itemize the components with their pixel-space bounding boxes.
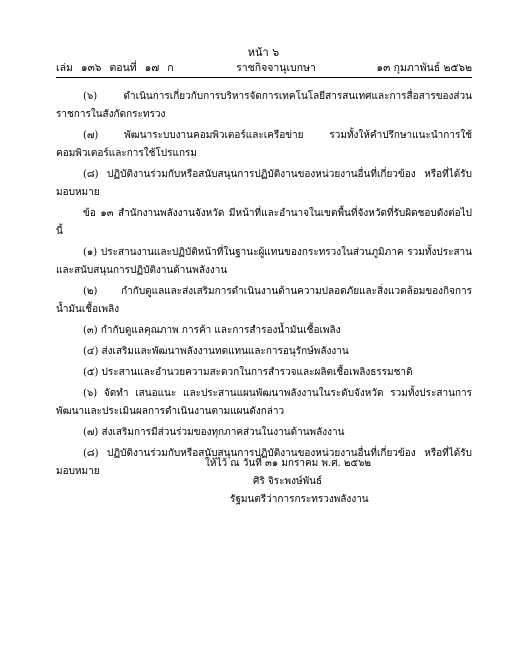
paragraph: (๘) ปฏิบัติงานร่วมกับหรือสนับสนุนการปฏิบัติงานของหน่วยงานอื่นที่เกี่ยวข้อง หรือที่ได้รับมอบหมาย (56, 169, 472, 198)
paragraph: (๕) ประสานและอำนวยความสะดวกในการสำรวจและผลิตเชื้อเพลิงธรรมชาติ (83, 367, 413, 378)
volume-label: เล่ม (56, 62, 73, 74)
paragraph: (๔) ส่งเสริมและพัฒนาพลังงานทดแทนและการอนุรักษ์พลังงาน (83, 346, 349, 357)
paragraph: (๑) ประสานงานและปฏิบัติหน้าที่ในฐานะผู้แทนของกระทรวงในส่วนภูมิภาค รวมทั้งประสานและสนับสนุนการปฏิบัติงานด้านพลังงาน (56, 247, 472, 276)
signature-block (200, 455, 472, 509)
issue-number: ๑๗ (144, 62, 160, 74)
paragraph: (๖) ดำเนินการเกี่ยวกับการบริหารจัดการเทคโนโลยีสารสนเทศและการสื่อสารของส่วนราชการในสังกัดกระทรวง (56, 91, 472, 120)
header-rule (56, 77, 472, 78)
volume-issue (56, 59, 182, 76)
document-body (56, 88, 472, 484)
paragraph: (๖) จัดทำ เสนอแนะ และประสานแผนพัฒนาพลังงานในระดับจังหวัด รวมทั้งประสานการพัฒนาและประเมินผลการดำเนินงานตามแผนดังกล่าว (56, 388, 472, 417)
publication-date: ๑๓ กุมภาพันธ์ ๒๕๖๒ (376, 62, 472, 74)
paragraph: (๒) กำกับดูแลและส่งเสริมการดำเนินงานด้านความปลอดภัยและสิ่งแวดล้อมของกิจการน้ำมันเชื้อเพลิง (56, 286, 472, 315)
clause-heading: ข้อ ๑๓ สำนักงานพลังงานจังหวัด มีหน้าที่และอำนาจในเขตพื้นที่จังหวัดที่รับผิดชอบดังต่อไปนี้ (56, 208, 472, 237)
section-letter: ก (167, 62, 174, 74)
signatory-name: ศิริ จิระพงษ์พันธ์ (253, 476, 323, 487)
paragraph: (๗) ส่งเสริมการมีส่วนร่วมของทุกภาคส่วนในงานด้านพลังงาน (83, 427, 345, 438)
signing-date: ให้ไว้ ณ วันที่ ๓๑ มกราคม พ.ศ. ๒๕๖๒ (205, 458, 372, 469)
issue-label: ตอนที่ (109, 62, 137, 74)
page-number: หน้า ๖ (247, 46, 280, 59)
paragraph: (๗) พัฒนาระบบงานคอมพิวเตอร์และเครือข่าย รวมทั้งให้คำปรึกษาแนะนำการใช้คอมพิวเตอร์และการใช้โปรแกรม (56, 130, 472, 159)
signatory-position: รัฐมนตรีว่าการกระทรวงพลังงาน (230, 494, 369, 505)
paragraph: (๘) ปฏิบัติงานร่วมกับหรือสนับสนุนการปฏิบัติงานของหน่วยงานอื่นที่เกี่ยวข้อง หรือที่ได้รับมอบหมาย (56, 448, 472, 477)
gazette-name: ราชกิจจานุเบกษา (236, 62, 316, 74)
paragraph: (๓) กำกับดูแลคุณภาพ การค้า และการสำรองน้ำมันเชื้อเพลิง (83, 325, 341, 336)
running-header (56, 59, 472, 75)
volume-number: ๑๓๖ (80, 62, 102, 74)
